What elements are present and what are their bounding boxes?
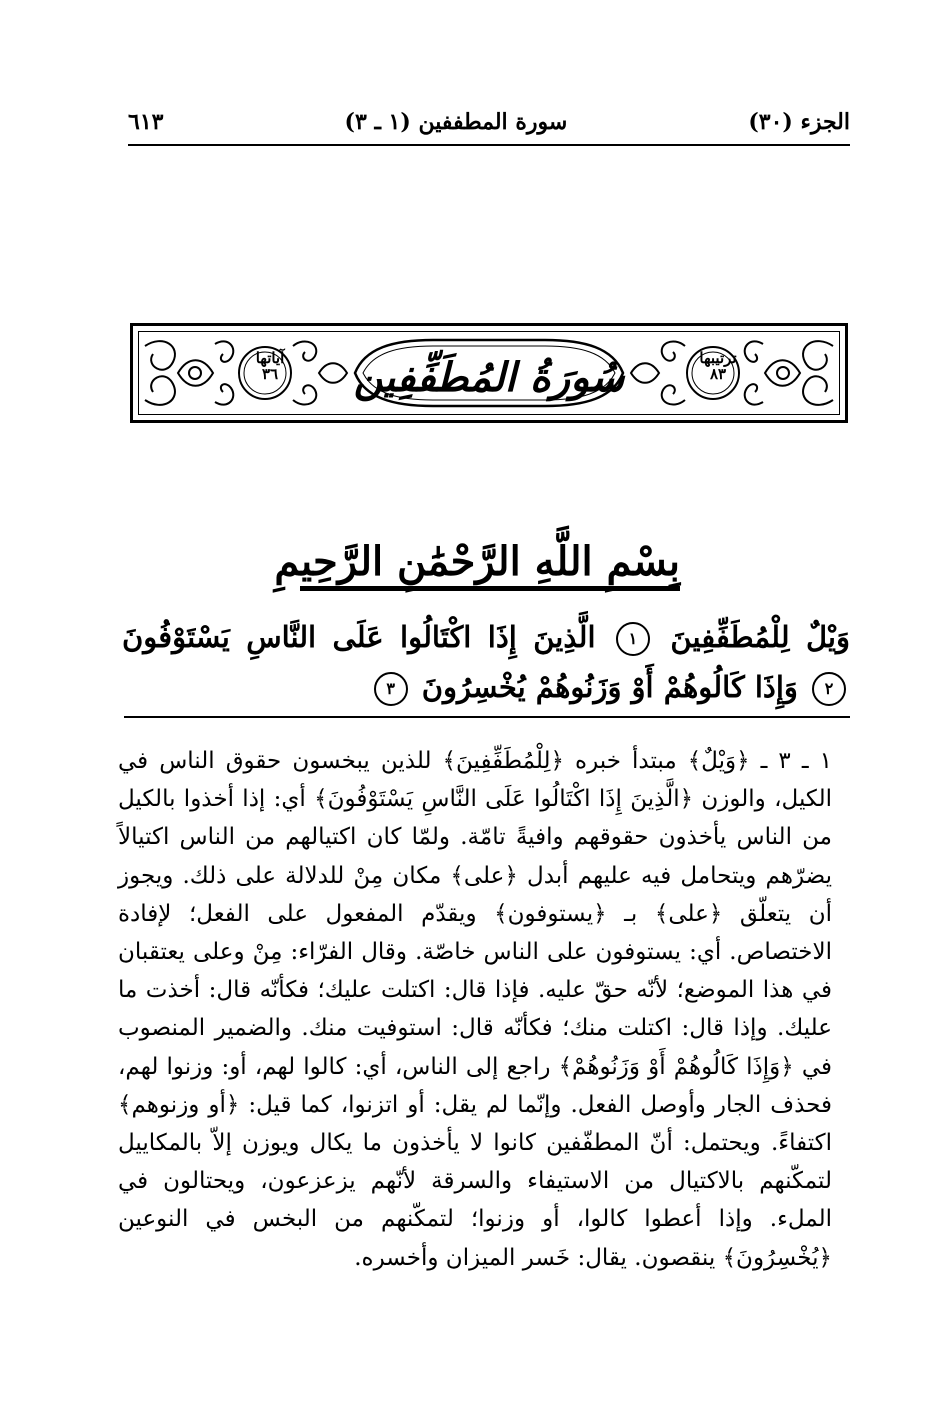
- verse-divider: [124, 716, 850, 718]
- order-number: ٨٣: [709, 365, 727, 383]
- surah-banner: [130, 323, 848, 423]
- order-label: ترتيبها: [699, 349, 737, 367]
- running-header: [128, 100, 850, 146]
- verses-label: آياتها: [255, 349, 285, 367]
- verses-number: ٣٦: [261, 365, 279, 383]
- surah-range: سورة المطففين (١ ـ ٣): [344, 109, 568, 135]
- ayah-marker-1: ١: [616, 622, 650, 656]
- commentary: [118, 742, 832, 1277]
- part-label: الجزء (٣٠): [748, 109, 850, 135]
- ayah-marker-3: ٣: [374, 672, 408, 706]
- verse-2: الَّذِينَ إِذَا اكْتَالُوا عَلَى النَّاسِ يَسْتَوْفُونَ: [122, 620, 596, 654]
- ayah-marker-2: ٢: [812, 672, 846, 706]
- verses-medallion: [225, 350, 315, 382]
- order-medallion: [673, 350, 763, 382]
- quran-verses: [122, 612, 850, 712]
- verse-3: وَإِذَا كَالُوهُمْ أَوْ وَزَنُوهُمْ يُخْسِرُونَ: [421, 670, 798, 704]
- verse-1: وَيْلٌ لِلْمُطَفِّفِينَ: [670, 620, 850, 654]
- commentary-paragraph: ١ ـ ٣ ـ ﴿وَيْلٌ﴾ مبتدأ خبره ﴿لِلْمُطَفِّفِينَ﴾ للذين يبخسون حقوق الناس في الكيل، والوزن ﴿الَّذِينَ إِذَا اكْتَالُوا عَلَى النَّاسِ يَسْتَوْفُونَ﴾ أي: إذا أخذوا بالكيل من الناس يأخذون حقوقهم وافيةً تامّة. ولمّا كان اكتيالهم من الناس اكتيالاً يضرّهم ويتحامل فيه عليهم أبدل ﴿على﴾ مكان مِنْ للدلالة على ذلك. ويجوز أن يتعلّق ﴿على﴾ بـ ﴿يستوفون﴾ ويقدّم المفعول على الفعل؛ لإفادة الاختصاص. أي: يستوفون على الناس خاصّة. وقال الفرّاء: مِنْ وعلى يعتقبان في هذا الموضع؛ لأنّه حقّ عليه. فإذا قال: اكتلت عليك؛ فكأنّه قال: أخذت ما عليك. وإذا قال: اكتلت منك؛ فكأنّه قال: استوفيت منك. والضمير المنصوب في ﴿وَإِذَا كَالُوهُمْ أَوْ وَزَنُوهُمْ﴾ راجع إلى الناس، أي: كالوا لهم، أو: وزنوا لهم، فحذف الجار وأوصل الفعل. وإنّما لم يقل: أو اتزنوا، كما قيل: ﴿أو وزنوهم﴾ اكتفاءً. ويحتمل: أنّ المطفّفين كانوا لا يأخذون ما يكال ويوزن إلاّ بالمكاييل لتمكّنهم بالاكتيال من الاستيفاء والسرقة لأنّهم يزعزعون، ويحتالون في الملء. وإذا أعطوا كالوا، أو وزنوا؛ لتمكّنهم من البخس في النوعين ﴿يُخْسِرُونَ﴾ ينقصون. يقال: خَسر الميزان وأخسره.: [118, 748, 832, 1271]
- surah-title: سُورَةُ المُطَفِّفِين: [353, 354, 625, 401]
- basmala: بِسْمِ اللَّهِ الرَّحْمَٰنِ الرَّحِيمِ: [300, 538, 680, 591]
- page-number: ٦١٣: [128, 109, 164, 135]
